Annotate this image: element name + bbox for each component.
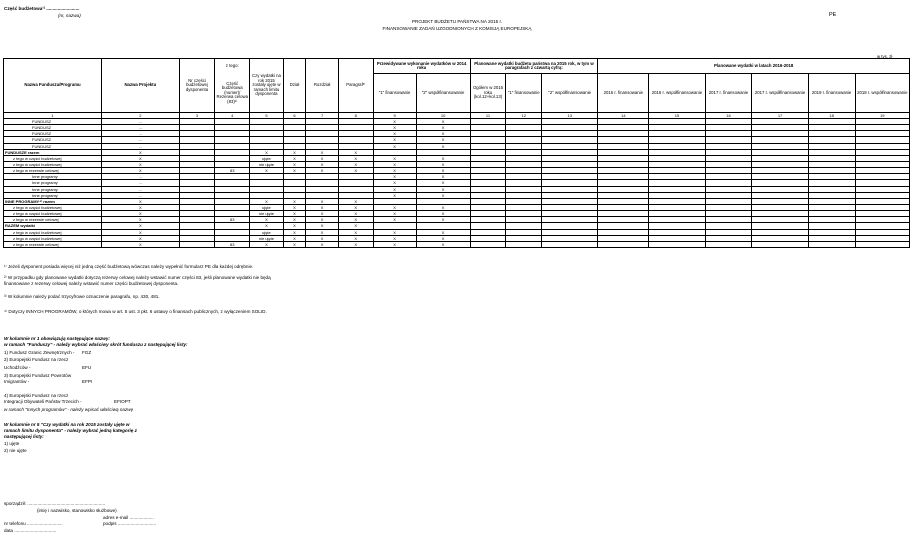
col-forecast-2014-header: Przewidywane wykonanie wydatków w 2014 roku (373, 59, 470, 74)
table-cell[interactable]: X (373, 143, 416, 149)
col-2017-cofin-header: 2017 r. współfinansowanie (752, 74, 808, 113)
row-label: FUNDUSZE razem (4, 149, 102, 155)
table-cell[interactable]: X (306, 168, 339, 174)
table-cell[interactable]: X (250, 241, 284, 247)
table-cell[interactable]: X (102, 223, 180, 229)
form-code: PE (829, 12, 837, 18)
table-cell[interactable]: X (102, 241, 180, 247)
row-label: Inne programy (4, 180, 102, 186)
col-2017-fin-header: 2017 r. finansowanie (705, 74, 752, 113)
footnote-2-cont: finansowane z rezerwy celowej należy wstawić numer części budżetowej dysponenta. (4, 281, 179, 286)
table-cell[interactable]: ... (102, 137, 180, 143)
instr-efiopt-code: EFIOPT (114, 399, 131, 404)
table-cell[interactable]: ... (102, 186, 180, 192)
table-cell[interactable]: X (283, 161, 305, 167)
table-cell[interactable]: X (338, 235, 373, 241)
table-cell[interactable]: X (373, 119, 416, 125)
instr-col1-sub: w ramach "Funduszy" - należy wybrać właściwy skrót funduszu z następującej listy: (4, 342, 188, 347)
col-part-number-header: Nr części budżetowej dysponenta (179, 59, 215, 113)
document-subtitle: FINANSOWANIE ZADAŃ UZGODNIONYCH Z KOMISJĄ EUROPEJSKĄ (382, 26, 532, 31)
table-cell[interactable]: X (250, 149, 284, 155)
email-field: adres e-mail ................... (103, 515, 154, 520)
row-label: Inne programy (4, 192, 102, 198)
col-2015-cofin-header: "2" współfinansowanie (542, 74, 598, 113)
table-cell[interactable]: X (373, 217, 416, 223)
table-cell[interactable]: X (102, 229, 180, 235)
table-cell[interactable]: X (416, 204, 470, 210)
table-cell[interactable] (506, 241, 542, 247)
table-cell[interactable]: X (102, 204, 180, 210)
table-cell[interactable] (752, 241, 808, 247)
column-number: 3 (179, 113, 215, 119)
table-cell[interactable]: X (283, 235, 305, 241)
instr-fgz-code: FGZ (82, 350, 92, 355)
col-included-header: Czy wydatki na rok 2015 zostały ujęte w ramach limitu dysponenta (250, 59, 284, 113)
row-label: z tego w części budżetowej (4, 155, 102, 161)
instr-efu-b: Uchodźców - (4, 365, 31, 370)
col-2014-fin-header: "1" finansowanie (373, 74, 416, 113)
table-cell[interactable]: X (250, 217, 284, 223)
row-label: FUNDUSZ (4, 137, 102, 143)
col-paragraph-header: Paragraf³⁾ (338, 59, 373, 113)
col-plan-2015-header: Planowane wydatki budżetu państwa na 2015 rok, w tym w paragrafach z czwartą cyfrą: (470, 59, 598, 74)
instr-efpi-b: Imigrantów - (4, 379, 30, 384)
row-label: Inne programy (4, 186, 102, 192)
footnote-3: ³⁾ W kolumnie należy podać trzycyfrowe oznaczenie paragrafu, np. 430, 481. (4, 294, 160, 299)
table-cell[interactable]: X (373, 137, 416, 143)
footnote-1: ¹⁾ Jeżeli dysponent posiada więcej niż jedną część budżetową wówczas należy wypełnić formularz PE dla każdej odrębnie. (4, 264, 254, 269)
column-number: 13 (542, 113, 598, 119)
row-label: z tego w rezerwie celowej (4, 168, 102, 174)
instr-col5-title-3: następującej listy: (4, 434, 44, 439)
col-2015-total-header: Ogółem w 2015 roku (kol.12+kol.13) (470, 74, 506, 113)
table-cell[interactable]: X (373, 161, 416, 167)
footnote-4: ⁴⁾ Dotyczy INNYCH PROGRAMÓW, o których mowa w art. 5 ust. 3 pkt. 6 ustawy o finansach publicznych, z wyłączeniem SOLID. (4, 309, 267, 314)
table-cell[interactable]: ... (102, 143, 180, 149)
table-cell[interactable]: X (416, 155, 470, 161)
row-label: z tego w rezerwie celowej (4, 241, 102, 247)
column-number: 19 (855, 113, 909, 119)
instr-option-not-included: 2) nie ujęte (4, 448, 27, 453)
column-number: 9 (373, 113, 416, 119)
col-project-header: Nazwa Projektu (102, 59, 180, 113)
table-cell[interactable]: X (283, 149, 305, 155)
table-cell[interactable]: nie ujęte (250, 235, 284, 241)
column-number: 7 (306, 113, 339, 119)
column-number: 16 (705, 113, 752, 119)
table-cell[interactable] (705, 241, 752, 247)
table-cell[interactable]: X (416, 192, 470, 198)
table-cell[interactable]: 83 (215, 241, 250, 247)
prepared-by-hint: (imię i nazwisko, stanowisko służbowe) (37, 508, 117, 513)
table-cell[interactable]: X (338, 211, 373, 217)
instr-col1-title: W kolumnie nr 1 obowiązują następujące nazwy: (4, 336, 110, 341)
table-cell[interactable]: X (102, 235, 180, 241)
table-cell[interactable]: X (306, 204, 339, 210)
row-label: z tego w części budżetowej (4, 161, 102, 167)
row-label: FUNDUSZ (4, 143, 102, 149)
column-number: 15 (649, 113, 705, 119)
table-cell[interactable]: X (416, 174, 470, 180)
table-cell[interactable]: X (283, 223, 305, 229)
table-cell[interactable]: X (283, 168, 305, 174)
table-cell[interactable]: X (416, 235, 470, 241)
row-label: FUNDUSZ (4, 131, 102, 137)
row-label: z tego w części budżetowej (4, 235, 102, 241)
table-cell[interactable]: X (102, 168, 180, 174)
table-cell[interactable]: X (306, 161, 339, 167)
table-cell[interactable]: X (338, 223, 373, 229)
instr-efu: 2) Europejski Fundusz na rzecz (4, 357, 69, 362)
col-2016-cofin-header: 2016 r. współfinansowanie (649, 74, 705, 113)
column-number: 17 (752, 113, 808, 119)
col-section-header: Dział (283, 59, 305, 113)
table-cell[interactable]: X (416, 180, 470, 186)
instr-efu-code: EFU (82, 365, 92, 370)
table-cell[interactable]: X (306, 198, 339, 204)
table-cell[interactable]: X (416, 186, 470, 192)
table-cell[interactable] (179, 241, 215, 247)
col-2018-fin-header: 2018 r. finansowanie (808, 74, 855, 113)
table-cell[interactable]: ... (102, 131, 180, 137)
table-cell[interactable]: X (102, 211, 180, 217)
signature-field: podpis .............................. (103, 521, 157, 526)
table-cell[interactable]: nie ujęte (250, 211, 284, 217)
table-cell[interactable]: X (338, 229, 373, 235)
table-cell[interactable]: X (283, 155, 305, 161)
col-2014-cofin-header: "2" współfinansowanie (416, 74, 470, 113)
table-cell[interactable]: X (338, 241, 373, 247)
instr-other-programs: w ramach "Innych programów" - należy wpisać właściwą nazwę (4, 407, 134, 412)
date-field: data ................................. (4, 528, 57, 533)
table-cell[interactable]: X (250, 223, 284, 229)
table-cell[interactable]: X (416, 217, 470, 223)
table-cell[interactable]: X (338, 168, 373, 174)
table-cell[interactable]: ... (102, 192, 180, 198)
table-cell[interactable] (598, 241, 649, 247)
table-cell[interactable]: X (306, 217, 339, 223)
table-cell[interactable]: X (102, 198, 180, 204)
footnote-2: ²⁾ W przypadku gdy planowane wydatki dotyczą rezerwy celowej należy wstawić numer części 83, jeśli planowane wydatki nie będą (4, 275, 271, 280)
instr-efpi-code: EFPI (82, 379, 93, 384)
col-ztego-header: z tego: (215, 59, 250, 74)
table-cell[interactable]: X (306, 235, 339, 241)
table-cell[interactable]: X (416, 119, 470, 125)
table-cell[interactable]: X (373, 229, 416, 235)
table-cell[interactable]: ... (102, 174, 180, 180)
table-cell[interactable] (470, 241, 506, 247)
table-cell[interactable]: ujęte (250, 204, 284, 210)
instr-efiopt: 4) Europejski Fundusz na rzecz (4, 393, 69, 398)
table-cell[interactable]: X (416, 229, 470, 235)
instr-col5-title-2: ramach limitu dysponenta" - należy wybrać jedną kategorię z (4, 428, 137, 433)
table-cell[interactable]: X (102, 155, 180, 161)
column-number: 4 (215, 113, 250, 119)
table-cell[interactable]: ... (102, 180, 180, 186)
row-label: FUNDUSZ (4, 125, 102, 131)
row-label: z tego w rezerwie celowej (4, 217, 102, 223)
column-number: 8 (338, 113, 373, 119)
instr-fgz: 1) Fundusz Granic Zewnętrznych - (4, 350, 75, 355)
table-cell[interactable]: X (373, 155, 416, 161)
table-cell[interactable]: X (416, 125, 470, 131)
table-cell[interactable]: X (102, 149, 180, 155)
row-label: FUNDUSZ (4, 119, 102, 125)
table-cell[interactable]: X (338, 198, 373, 204)
col-2015-fin-header: "1" finansowanie (506, 74, 542, 113)
table-cell[interactable]: X (102, 161, 180, 167)
table-cell[interactable]: X (283, 204, 305, 210)
column-number: 18 (808, 113, 855, 119)
col-fund-header: Nazwa Funduszu/Programu (4, 59, 102, 113)
table-cell[interactable]: X (338, 149, 373, 155)
col-part-reserve-header: Część budżetowa (numer)/ Rezerwa celowa (83)²⁾ (215, 74, 250, 113)
table-cell[interactable]: ... (102, 125, 180, 131)
table-row (4, 241, 910, 247)
phone-field: nr telefonu ............................ (4, 521, 63, 526)
table-cell[interactable] (855, 241, 909, 247)
col-chapter-header: Rozdział (306, 59, 339, 113)
col-plan-2016-2018-header: Planowane wydatki w latach 2016-2018 (598, 59, 910, 74)
table-cell[interactable] (649, 241, 705, 247)
table-cell[interactable]: X (283, 217, 305, 223)
instr-efiopt-b: Integracji Obywateli Państw Trzecich - (4, 399, 82, 404)
table-cell[interactable]: X (283, 241, 305, 247)
instr-col5-title-1: W kolumnie nr 5 "Czy wydatki na rok 2015 zostały ujęte w (4, 422, 130, 427)
column-number: 11 (470, 113, 506, 119)
row-label: z tego w części budżetowej (4, 211, 102, 217)
table-cell[interactable]: X (102, 217, 180, 223)
table-cell[interactable]: X (373, 211, 416, 217)
table-cell[interactable]: X (373, 241, 416, 247)
table-cell[interactable]: X (283, 229, 305, 235)
table-cell[interactable]: X (373, 180, 416, 186)
table-cell[interactable]: X (373, 168, 416, 174)
table-cell[interactable]: X (416, 143, 470, 149)
table-cell[interactable]: X (373, 192, 416, 198)
table-cell[interactable]: X (283, 211, 305, 217)
table-cell[interactable]: X (373, 131, 416, 137)
table-cell[interactable]: X (306, 155, 339, 161)
row-label: Inne programy (4, 174, 102, 180)
instr-option-included: 1) ujęte (4, 441, 20, 446)
budget-table (3, 58, 910, 248)
table-cell[interactable]: X (338, 161, 373, 167)
column-number: 1 (4, 113, 102, 119)
row-label: z tego w części budżetowej (4, 229, 102, 235)
table-cell[interactable]: X (306, 149, 339, 155)
budget-part-label: Część budżetowa¹⁾ .......................... (4, 6, 80, 11)
column-number: 6 (283, 113, 305, 119)
row-label: RAZEM wydatki (4, 223, 102, 229)
table-cell[interactable] (542, 241, 598, 247)
table-cell[interactable]: X (306, 229, 339, 235)
table-cell[interactable]: X (306, 223, 339, 229)
column-number: 5 (250, 113, 284, 119)
table-cell[interactable]: X (416, 131, 470, 137)
table-cell[interactable]: nie ujęte (250, 161, 284, 167)
table-cell[interactable]: X (338, 204, 373, 210)
table-cell[interactable]: X (373, 186, 416, 192)
table-cell[interactable]: ujęte (250, 229, 284, 235)
column-number: 14 (598, 113, 649, 119)
table-cell[interactable]: X (416, 161, 470, 167)
table-cell[interactable]: X (416, 168, 470, 174)
table-cell[interactable]: 83 (215, 168, 250, 174)
col-2018-cofin-header: 2018 r. współfinansowanie (855, 74, 909, 113)
column-number: 10 (416, 113, 470, 119)
row-label: z tego w części budżetowej (4, 204, 102, 210)
table-cell[interactable]: X (250, 168, 284, 174)
column-number: 12 (506, 113, 542, 119)
table-cell[interactable] (808, 241, 855, 247)
row-label: INNE PROGRAMY⁴⁾ razem (4, 198, 102, 204)
document-title: PROJEKT BUDŻETU PAŃSTWA NA 2015 r. (411, 19, 503, 24)
table-cell[interactable]: X (416, 241, 470, 247)
column-number: 2 (102, 113, 180, 119)
table-cell[interactable]: X (373, 204, 416, 210)
col-2016-fin-header: 2016 r. finansowanie (598, 74, 649, 113)
table-cell[interactable]: X (306, 211, 339, 217)
table-cell[interactable]: X (373, 125, 416, 131)
table-cell[interactable]: X (250, 198, 284, 204)
table-cell[interactable]: X (416, 211, 470, 217)
table-cell[interactable]: X (306, 241, 339, 247)
prepared-by-field: sporządził: ............................................................. (4, 501, 106, 506)
table-cell[interactable]: ... (102, 119, 180, 125)
table-cell[interactable]: 83 (215, 217, 250, 223)
table-cell[interactable]: ujęte (250, 155, 284, 161)
budget-part-hint: (nr, nazwa) (58, 13, 81, 18)
table-cell[interactable]: X (338, 217, 373, 223)
instr-efpi: 3) Europejski Fundusz Powrotów (4, 373, 72, 378)
table-cell[interactable]: X (373, 174, 416, 180)
unit-label: w tys. zł (877, 54, 893, 59)
table-cell[interactable]: X (283, 198, 305, 204)
table-cell[interactable]: X (416, 137, 470, 143)
table-cell[interactable]: X (338, 155, 373, 161)
table-cell[interactable]: X (373, 235, 416, 241)
